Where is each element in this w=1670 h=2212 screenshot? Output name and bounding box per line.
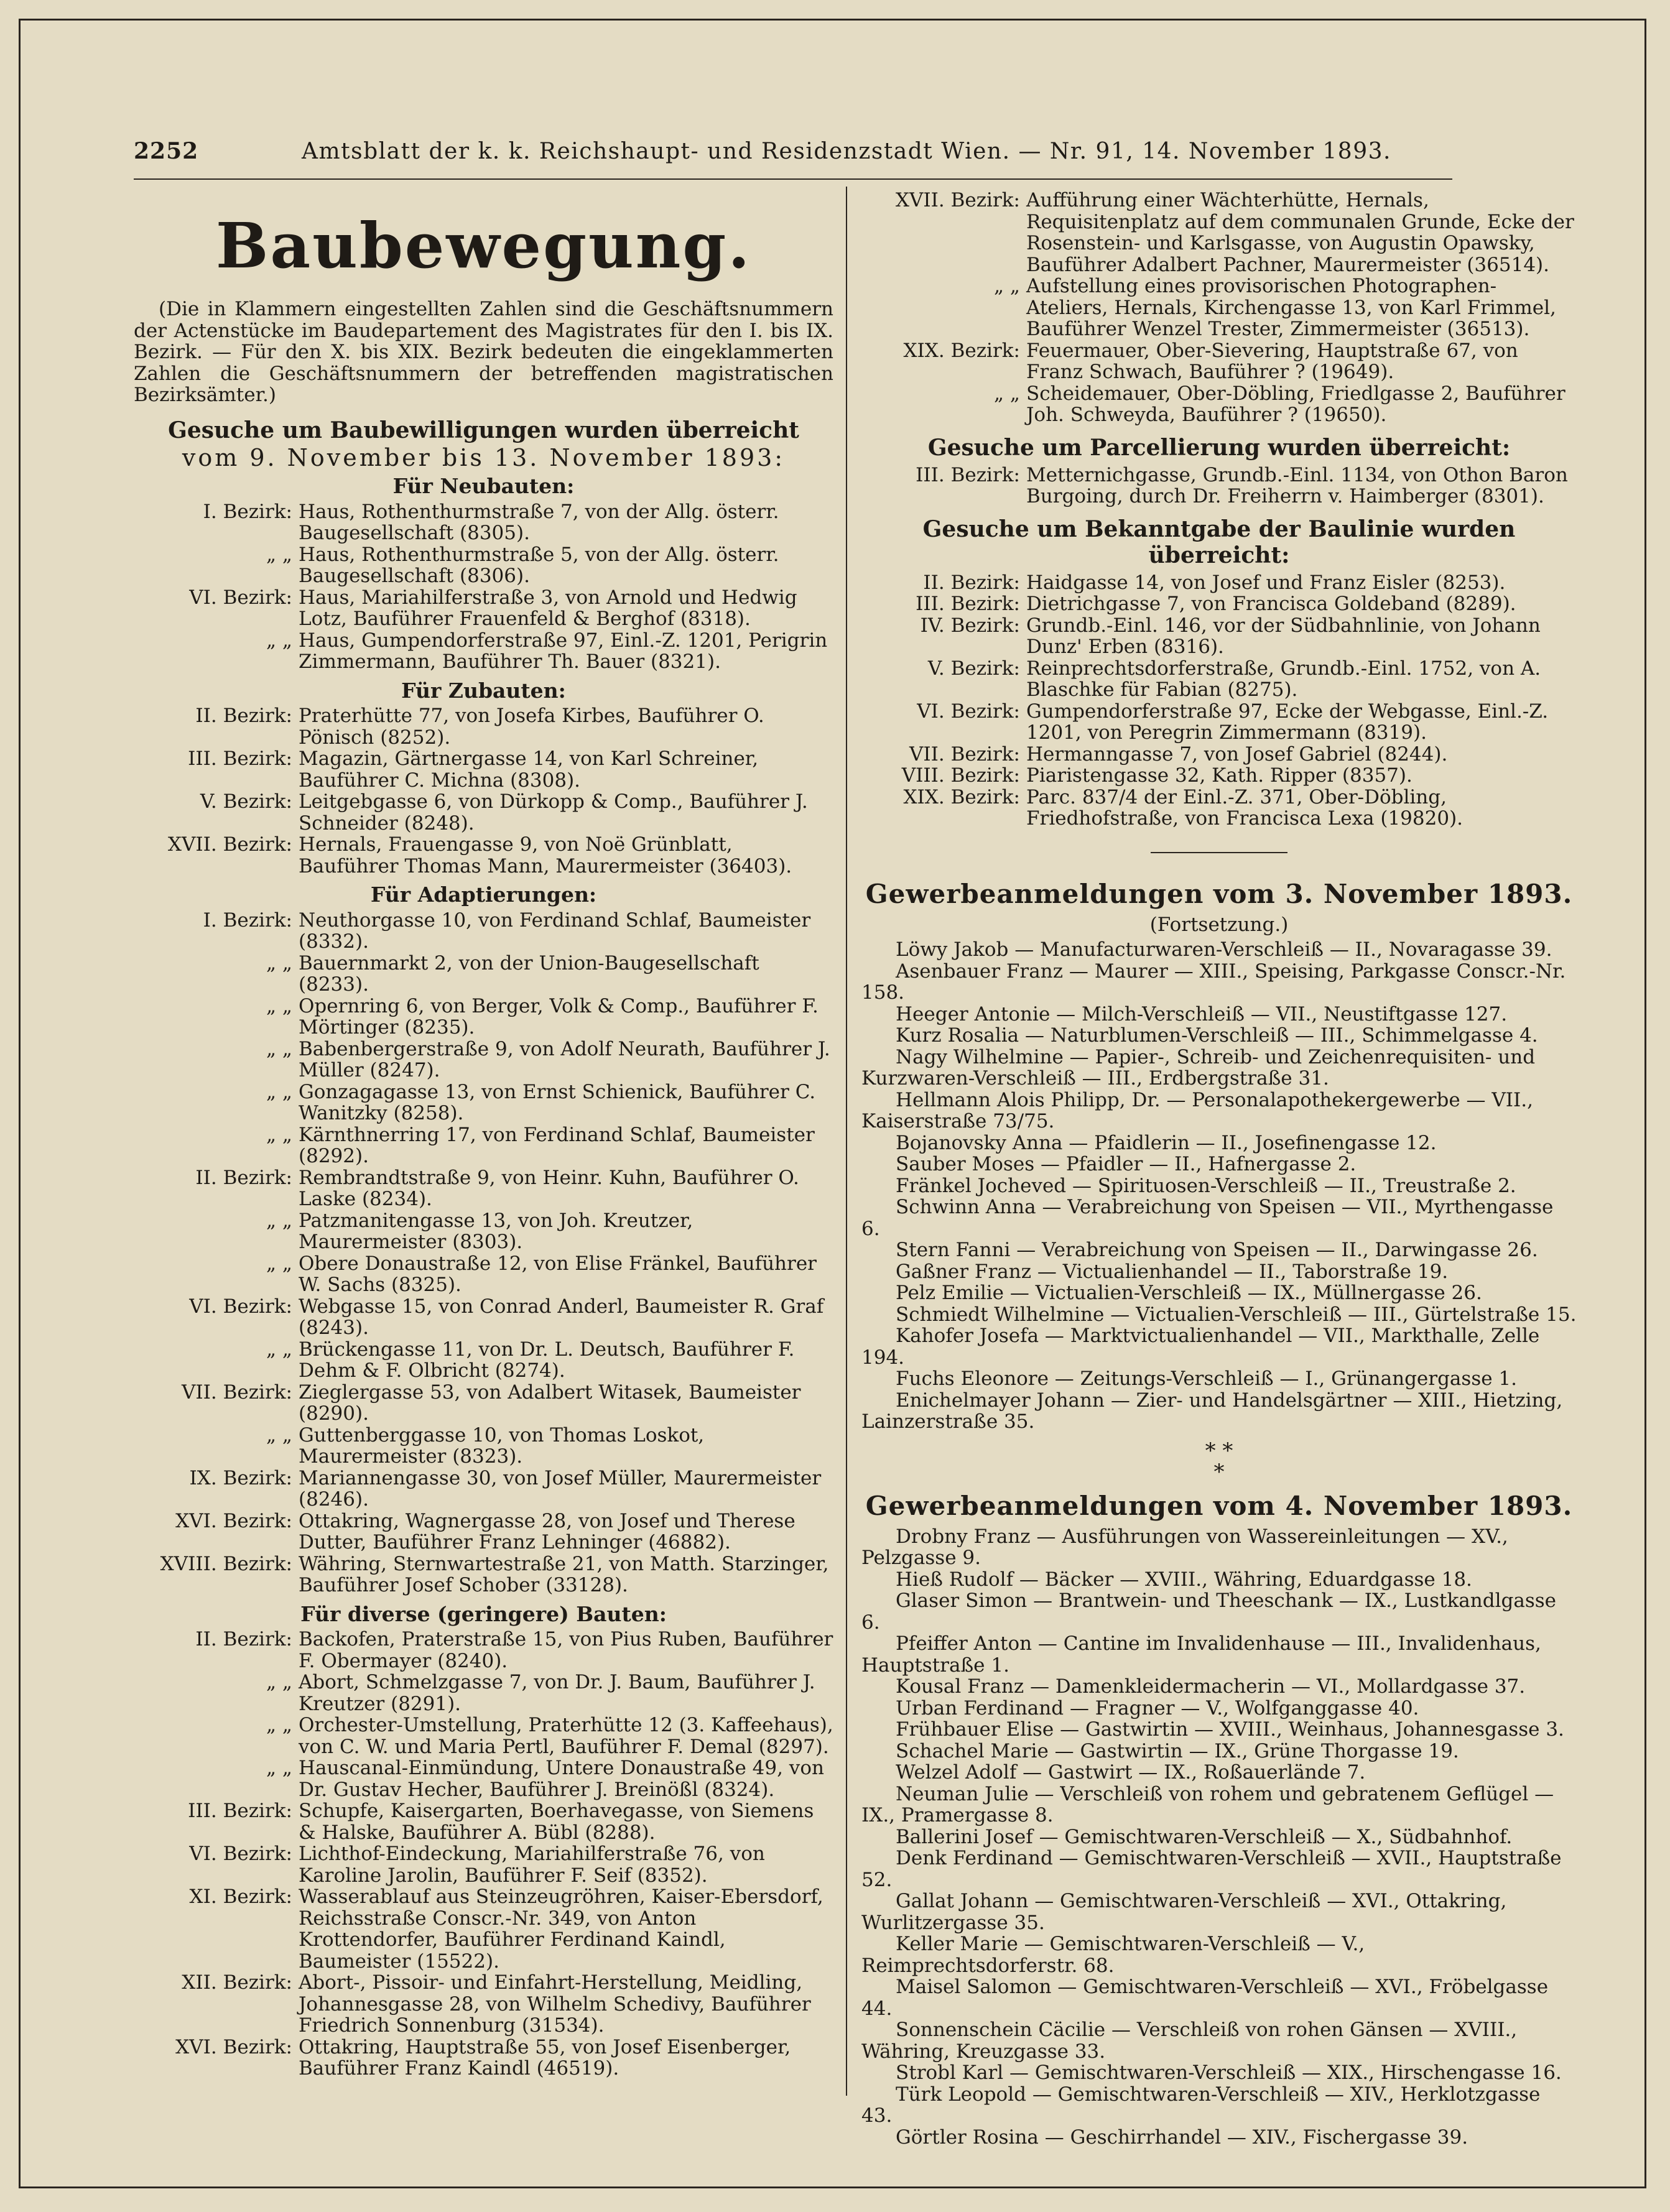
district-entry bbox=[861, 340, 1577, 383]
district-entry bbox=[134, 1972, 833, 2037]
district-label: XIX. Bezirk: bbox=[903, 785, 1020, 808]
district-label: IV. Bezirk: bbox=[920, 614, 1020, 637]
district-entry bbox=[134, 1382, 833, 1425]
district-entry bbox=[861, 572, 1577, 594]
district-label: „ „ bbox=[266, 1037, 292, 1060]
column-divider bbox=[846, 187, 847, 2096]
intro-note: (Die in Klammern eingestellten Zahlen sind die Geschäftsnummern der Actenstücke im Baudepartement des Magistrates für den I. bis IX. Bezirk. — Für den X. bis XIX. Bezirk bedeuten die eingeklammerten Zahlen die Geschäftsnummern der betreffenden magistratischen Bezirksämter.) bbox=[134, 298, 833, 406]
district-label: „ „ bbox=[266, 1080, 292, 1103]
entry-text: Webgasse 15, von Conrad Anderl, Baumeister R. Graf (8243). bbox=[299, 1295, 824, 1339]
district-label: „ „ bbox=[266, 1671, 292, 1693]
left-column bbox=[134, 190, 833, 2080]
gewerbe-nov4-list bbox=[861, 1526, 1577, 2149]
entry-text: Lichthof-Eindeckung, Mariahilferstraße 76, von Karoline Jarolin, Bauführer F. Seif (8352). bbox=[299, 1843, 765, 1887]
entry-text: Neuthorgasse 10, von Ferdinand Schlaf, Baumeister (8332). bbox=[299, 909, 811, 953]
running-title: Amtsblatt der k. k. Reichshaupt- und Residenzstadt Wien. — Nr. 91, 14. November 1893. bbox=[302, 139, 1391, 164]
district-entry bbox=[861, 465, 1577, 507]
district-entry bbox=[134, 1672, 833, 1715]
trade-registration: Kousal Franz — Damenkleidermacherin — VI., Mollardgasse 37. bbox=[896, 1675, 1526, 1698]
district-label: III. Bezirk: bbox=[188, 747, 292, 770]
district-entry bbox=[134, 1167, 833, 1210]
district-label: „ „ bbox=[266, 1252, 292, 1275]
district-label: „ „ bbox=[266, 1209, 292, 1232]
district-label: I. Bezirk: bbox=[203, 909, 292, 932]
entry-text: Opernring 6, von Berger, Volk & Comp., Bauführer F. Mörtinger (8235). bbox=[299, 994, 819, 1039]
trade-registration: Maisel Salomon — Gemischtwaren-Verschleiß — XVI., Fröbelgasse 44. bbox=[861, 1976, 1549, 2020]
district-entry bbox=[861, 593, 1577, 615]
page-header bbox=[134, 138, 1452, 175]
trade-registration: Ballerini Josef — Gemischtwaren-Verschleiß — X., Südbahnhof. bbox=[896, 1825, 1513, 1848]
entry-text: Gonzagagasse 13, von Ernst Schienick, Bauführer C. Wanitzky (8258). bbox=[299, 1080, 816, 1124]
district-label: VI. Bezirk: bbox=[189, 1295, 292, 1318]
trade-registration: Kurz Rosalia — Naturblumen-Verschleiß — III., Schimmelgasse 4. bbox=[896, 1024, 1538, 1047]
entry-text: Zieglergasse 53, von Adalbert Witasek, Baumeister (8290). bbox=[299, 1381, 801, 1425]
district-entry bbox=[134, 791, 833, 834]
district-entry bbox=[861, 701, 1577, 744]
district-entry bbox=[134, 1757, 833, 1800]
district-label: VI. Bezirk: bbox=[189, 586, 292, 609]
trade-registration: Glaser Simon — Brantwein- und Theeschank — IX., Lustkandlgasse 6. bbox=[861, 1590, 1556, 1634]
trade-registration: Türk Leopold — Gemischtwaren-Verschleiß — XIV., Herklotzgasse 43. bbox=[861, 2083, 1541, 2127]
trade-registration: Kahofer Josefa — Marktvictualienhandel — VII., Markthalle, Zelle 194. bbox=[861, 1325, 1540, 1369]
district-label: I. Bezirk: bbox=[203, 500, 292, 523]
trade-registration: Pfeiffer Anton — Cantine im Invalidenhause — III., Invalidenhaus, Hauptstraße 1. bbox=[861, 1632, 1541, 1677]
district-entry bbox=[134, 1715, 833, 1757]
district-entry bbox=[134, 2037, 833, 2080]
trade-registration: Drobny Franz — Ausführungen von Wassereinleitungen — XV., Pelzgasse 9. bbox=[861, 1525, 1508, 1569]
district-label: „ „ bbox=[994, 382, 1020, 405]
district-label: „ „ bbox=[266, 1714, 292, 1736]
district-label: „ „ bbox=[266, 543, 292, 566]
district-entry bbox=[134, 953, 833, 996]
gewerbe-nov3-heading: Gewerbeanmeldungen vom 3. November 1893. bbox=[865, 878, 1573, 909]
district-label: VI. Bezirk: bbox=[917, 700, 1020, 723]
district-label: XIX. Bezirk: bbox=[903, 339, 1020, 362]
trade-registration: Keller Marie — Gemischtwaren-Verschleiß — V., Reimprechtsdorferstr. 68. bbox=[861, 1933, 1365, 1977]
building-groups bbox=[134, 476, 833, 2080]
date-range: vom 9. November bis 13. November 1893: bbox=[182, 443, 786, 471]
entry-text: Praterhütte 77, von Josefa Kirbes, Bauführer O. Pönisch (8252). bbox=[299, 705, 764, 749]
entry-text: Orchester-Umstellung, Praterhütte 12 (3. Kaffeehaus), von C. W. und Maria Pertl, Bauführer F. Demal (8297). bbox=[299, 1714, 833, 1758]
trade-registration: Schmiedt Wilhelmine — Victualien-Verschleiß — III., Gürtelstraße 15. bbox=[896, 1303, 1577, 1326]
district-entry bbox=[134, 1511, 833, 1553]
entry-text: Haus, Gumpendorferstraße 97, Einl.-Z. 1201, Perigrin Zimmermann, Bauführer Th. Bauer (8321). bbox=[299, 629, 828, 673]
group-heading: Für diverse (geringere) Bauten: bbox=[300, 1601, 667, 1626]
district-entry bbox=[134, 1210, 833, 1253]
entry-text: Bauernmarkt 2, von der Union-Baugesellschaft (8233). bbox=[299, 951, 759, 996]
trade-registration: Heeger Antonie — Milch-Verschleiß — VII., Neustiftgasse 127. bbox=[896, 1002, 1508, 1025]
district-entry bbox=[134, 1629, 833, 1672]
trade-registration: Schwinn Anna — Verabreichung von Speisen — VII., Myrthengasse 6. bbox=[861, 1196, 1554, 1240]
district-label: II. Bezirk: bbox=[195, 705, 292, 727]
district-entry bbox=[861, 787, 1577, 830]
parcellierung-list bbox=[861, 465, 1577, 507]
trade-registration: Stern Fanni — Verabreichung von Speisen — II., Darwingasse 26. bbox=[896, 1239, 1538, 1261]
entry-text: Wasserablauf aus Steinzeugröhren, Kaiser-Ebersdorf, Reichsstraße Conscr.-Nr. 349, von Anton Krottendorfer, Bauführer Ferdinand Kaindl, Baumeister (15522). bbox=[299, 1886, 823, 1973]
trade-registration: Sonnenschein Cäcilie — Verschleiß von rohen Gänsen — XVIII., Währing, Kreuzgasse 33. bbox=[861, 2019, 1518, 2063]
entry-text: Währing, Sternwartestraße 21, von Matth. Starzinger, Bauführer Josef Schober (33128). bbox=[299, 1552, 829, 1596]
trade-registration: Pelz Emilie — Victualien-Verschleiß — IX., Müllnergasse 26. bbox=[896, 1282, 1482, 1304]
parcellierung-heading: Gesuche um Parcellierung wurden überreicht: bbox=[927, 434, 1511, 461]
district-entry bbox=[134, 544, 833, 587]
district-label: XVII. Bezirk: bbox=[167, 833, 292, 856]
header-rule bbox=[134, 178, 1452, 180]
entry-text: Ottakring, Wagnergasse 28, von Josef und Therese Dutter, Bauführer Franz Lehninger (46882). bbox=[299, 1509, 796, 1553]
trade-registration: Gallat Johann — Gemischtwaren-Verschleiß — XVI., Ottakring, Wurlitzergasse 35. bbox=[861, 1890, 1507, 1934]
entry-text: Grundb.-Einl. 146, vor der Südbahnlinie, von Johann Dunz' Erben (8316). bbox=[1026, 614, 1541, 658]
entry-text: Kärnthnerring 17, von Ferdinand Schlaf, Baumeister (8292). bbox=[299, 1123, 815, 1167]
district-label: XII. Bezirk: bbox=[182, 1971, 292, 1994]
entry-text: Gumpendorferstraße 97, Ecke der Webgasse, Einl.-Z. 1201, von Peregrin Zimmermann (8319). bbox=[1026, 700, 1549, 744]
entry-text: Abort, Schmelzgasse 7, von Dr. J. Baum, Bauführer J. Kreutzer (8291). bbox=[299, 1671, 815, 1715]
trade-registration: Fuchs Eleonore — Zeitungs-Verschleiß — I., Grünangergasse 1. bbox=[896, 1367, 1518, 1390]
section-rule bbox=[1151, 852, 1287, 853]
group-heading: Für Adaptierungen: bbox=[370, 882, 597, 907]
gewerbe-nov3-list bbox=[861, 939, 1577, 1433]
entry-text: Schupfe, Kaisergarten, Boerhavegasse, von Siemens & Halske, Bauführer A. Bübl (8288). bbox=[299, 1800, 814, 1844]
district-label: „ „ bbox=[266, 994, 292, 1017]
district-entry bbox=[134, 501, 833, 544]
trade-registration: Bojanovsky Anna — Pfaidlerin — II., Josefinengasse 12. bbox=[896, 1131, 1437, 1154]
page-number: 2252 bbox=[134, 138, 199, 164]
district-label: „ „ bbox=[266, 1338, 292, 1361]
district-label: VIII. Bezirk: bbox=[901, 764, 1020, 787]
district-label: V. Bezirk: bbox=[200, 790, 292, 813]
entry-text: Abort-, Pissoir- und Einfahrt-Herstellung, Meidling, Johannesgasse 28, von Wilhelm Schedivy, Bauführer Friedrich Sonnenburg (31534). bbox=[299, 1971, 811, 2037]
entry-text: Haus, Mariahilferstraße 3, von Arnold und Hedwig Lotz, Bauführer Frauenfeld & Berghof (8318). bbox=[299, 586, 797, 630]
baulinie-heading: Gesuche um Bekanntgabe der Baulinie wurden überreicht: bbox=[922, 516, 1516, 568]
entry-text: Parc. 837/4 der Einl.-Z. 371, Ober-Döbling, Friedhofstraße, von Francisca Lexa (19820). bbox=[1026, 785, 1464, 830]
district-label: „ „ bbox=[266, 1423, 292, 1446]
district-label: II. Bezirk: bbox=[195, 1166, 292, 1189]
district-entry bbox=[134, 748, 833, 791]
entry-text: Haus, Rothenthurmstraße 5, von der Allg. österr. Baugesellschaft (8306). bbox=[299, 543, 779, 587]
entry-text: Babenbergerstraße 9, von Adolf Neurath, Bauführer J. Müller (8247). bbox=[299, 1037, 830, 1081]
district-entry bbox=[134, 1039, 833, 1081]
asterism bbox=[861, 1440, 1577, 1483]
entry-text: Aufführung einer Wächterhütte, Hernals, Requisitenplatz auf dem communalen Grunde, Ecke der Rosenstein- und Karlsgasse, von Augustin Opawsky, Bauführer Adalbert Pachner, Maurermeister (36514). bbox=[1026, 189, 1574, 276]
asterism-text: * * * bbox=[1205, 1438, 1233, 1484]
trade-registration: Hieß Rudolf — Bäcker — XVIII., Währing, Eduardgasse 18. bbox=[896, 1568, 1472, 1591]
district-label: III. Bezirk: bbox=[188, 1800, 292, 1822]
district-label: „ „ bbox=[266, 629, 292, 652]
trade-registration: Denk Ferdinand — Gemischtwaren-Verschleiß — XVII., Hauptstraße 52. bbox=[861, 1847, 1562, 1891]
trade-registration: Strobl Karl — Gemischtwaren-Verschleiß — XIX., Hirschengasse 16. bbox=[896, 2062, 1562, 2084]
district-entry bbox=[861, 383, 1577, 426]
group-heading: Für Neubauten: bbox=[392, 474, 575, 498]
entry-text: Haus, Rothenthurmstraße 7, von der Allg. österr. Baugesellschaft (8305). bbox=[299, 500, 779, 544]
entry-text: Hernals, Frauengasse 9, von Noë Grünblatt, Bauführer Thomas Mann, Maurermeister (36403). bbox=[299, 833, 792, 877]
trade-registration: Urban Ferdinand — Fragner — V., Wolfganggasse 40. bbox=[896, 1696, 1419, 1719]
trade-registration: Löwy Jakob — Manufacturwaren-Verschleiß — II., Novaragasse 39. bbox=[896, 938, 1552, 961]
entry-text: Hermanngasse 7, von Josef Gabriel (8244). bbox=[1026, 743, 1448, 766]
district-label: VII. Bezirk: bbox=[181, 1381, 292, 1404]
district-label: VII. Bezirk: bbox=[909, 743, 1020, 766]
entry-text: Obere Donaustraße 12, von Elise Fränkel, Bauführer W. Sachs (8325). bbox=[299, 1252, 817, 1296]
district-label: „ „ bbox=[266, 951, 292, 974]
trade-registration: Frühbauer Elise — Gastwirtin — XVIII., Weinhaus, Johannesgasse 3. bbox=[896, 1718, 1564, 1741]
trade-registration: Neuman Julie — Verschleiß von rohem und gebratenem Geflügel — IX., Pramergasse 8. bbox=[861, 1782, 1554, 1826]
district-label: II. Bezirk: bbox=[923, 571, 1020, 594]
entry-text: Dietrichgasse 7, von Francisca Goldeband (8289). bbox=[1026, 593, 1516, 615]
district-entry bbox=[134, 1843, 833, 1886]
trade-registration: Görtler Rosina — Geschirrhandel — XIV., Fischergasse 39. bbox=[896, 2126, 1468, 2149]
district-entry bbox=[861, 744, 1577, 766]
district-entry bbox=[134, 910, 833, 953]
district-label: XVII. Bezirk: bbox=[895, 189, 1020, 211]
trade-registration: Sauber Moses — Pfaidler — II., Hafnergasse 2. bbox=[896, 1153, 1357, 1175]
district-entry bbox=[861, 190, 1577, 275]
trade-registration: Asenbauer Franz — Maurer — XIII., Speising, Parkgasse Conscr.-Nr. 158. bbox=[861, 960, 1566, 1004]
district-entry bbox=[134, 630, 833, 673]
entry-text: Aufstellung eines provisorischen Photographen-Ateliers, Hernals, Kirchengasse 13, von Karl Frimmel, Bauführer Wenzel Trester, Zimmermeister (36513). bbox=[1026, 275, 1556, 340]
district-label: III. Bezirk: bbox=[916, 463, 1020, 486]
district-label: XVIII. Bezirk: bbox=[160, 1552, 292, 1575]
district-entry bbox=[134, 1553, 833, 1596]
district-label: IX. Bezirk: bbox=[189, 1466, 292, 1489]
group-heading: Für Zubauten: bbox=[401, 678, 566, 703]
district-entry bbox=[134, 834, 833, 877]
district-entry bbox=[134, 1253, 833, 1296]
district-label: „ „ bbox=[266, 1757, 292, 1779]
entry-text: Backofen, Praterstraße 15, von Pius Ruben, Bauführer F. Obermayer (8240). bbox=[299, 1628, 833, 1672]
entry-text: Mariannengasse 30, von Josef Müller, Maurermeister (8246). bbox=[299, 1466, 822, 1511]
section-title: Baubewegung. bbox=[215, 209, 752, 282]
district-entry bbox=[861, 765, 1577, 787]
district-label: V. Bezirk: bbox=[927, 657, 1020, 680]
entry-text: Ottakring, Hauptstraße 55, von Josef Eisenberger, Bauführer Franz Kaindl (46519). bbox=[299, 2035, 791, 2080]
entry-text: Feuermauer, Ober-Sievering, Hauptstraße 67, von Franz Schwach, Bauführer ? (19649). bbox=[1026, 339, 1518, 383]
trade-registration: Enichelmayer Johann — Zier- und Handelsgärtner — XIII., Hietzing, Lainzerstraße 35. bbox=[861, 1389, 1563, 1433]
district-entry bbox=[134, 1081, 833, 1124]
entry-text: Piaristengasse 32, Kath. Ripper (8357). bbox=[1026, 764, 1413, 787]
entry-text: Reinprechtsdorferstraße, Grundb.-Einl. 1752, von A. Blaschke für Fabian (8275). bbox=[1026, 657, 1541, 701]
district-entry bbox=[134, 1886, 833, 1972]
continuation-note: (Fortsetzung.) bbox=[1149, 913, 1289, 936]
district-label: „ „ bbox=[266, 1123, 292, 1146]
trade-registration: Welzel Adolf — Gastwirt — IX., Roßauerlände 7. bbox=[896, 1761, 1366, 1784]
district-entry bbox=[134, 1468, 833, 1511]
gewerbe-nov4-heading: Gewerbeanmeldungen vom 4. November 1893. bbox=[865, 1490, 1573, 1521]
district-label: XVI. Bezirk: bbox=[175, 2035, 292, 2058]
trade-registration: Hellmann Alois Philipp, Dr. — Personalapothekergewerbe — VII., Kaiserstraße 73/75. bbox=[861, 1088, 1533, 1132]
baulinie-list bbox=[861, 572, 1577, 830]
district-entry bbox=[861, 658, 1577, 701]
district-entry bbox=[861, 615, 1577, 658]
district-entry bbox=[134, 1800, 833, 1843]
entry-text: Guttenberggasse 10, von Thomas Loskot, Maurermeister (8323). bbox=[299, 1423, 705, 1468]
district-entry bbox=[134, 1124, 833, 1167]
district-entry bbox=[134, 996, 833, 1039]
district-entry bbox=[134, 1296, 833, 1339]
baubewilligungen-heading: Gesuche um Baubewilligungen wurden überreicht bbox=[168, 417, 799, 443]
trade-registration: Fränkel Jocheved — Spirituosen-Verschleiß — II., Treustraße 2. bbox=[896, 1174, 1516, 1197]
entry-text: Leitgebgasse 6, von Dürkopp & Comp., Bauführer J. Schneider (8248). bbox=[299, 790, 808, 835]
entry-text: Magazin, Gärtnergasse 14, von Karl Schreiner, Bauführer C. Michna (8308). bbox=[299, 747, 759, 792]
trade-registration: Schachel Marie — Gastwirtin — IX., Grüne Thorgasse 19. bbox=[896, 1739, 1459, 1762]
district-label: „ „ bbox=[994, 275, 1020, 297]
district-label: XVI. Bezirk: bbox=[175, 1509, 292, 1532]
entry-text: Haidgasse 14, von Josef und Franz Eisler (8253). bbox=[1026, 571, 1506, 594]
district-label: VI. Bezirk: bbox=[189, 1843, 292, 1865]
trade-registration: Nagy Wilhelmine — Papier-, Schreib- und Zeichenrequisiten- und Kurzwaren-Verschleiß — III., Erdbergstraße 31. bbox=[861, 1045, 1536, 1090]
trade-registration: Gaßner Franz — Victualienhandel — II., Taborstraße 19. bbox=[896, 1260, 1449, 1283]
right-column bbox=[861, 190, 1577, 2148]
district-entry bbox=[134, 1425, 833, 1468]
entry-text: Rembrandtstraße 9, von Heinr. Kuhn, Bauführer O. Laske (8234). bbox=[299, 1166, 799, 1210]
district-entry bbox=[134, 705, 833, 748]
top-entry-list bbox=[861, 190, 1577, 426]
entry-text: Hauscanal-Einmündung, Untere Donaustraße 49, von Dr. Gustav Hecher, Bauführer J. Breinößl (8324). bbox=[299, 1757, 824, 1801]
entry-text: Patzmanitengasse 13, von Joh. Kreutzer, Maurermeister (8303). bbox=[299, 1209, 694, 1253]
district-label: II. Bezirk: bbox=[195, 1628, 292, 1650]
entry-text: Brückengasse 11, von Dr. L. Deutsch, Bauführer F. Dehm & F. Olbricht (8274). bbox=[299, 1338, 795, 1382]
district-label: III. Bezirk: bbox=[916, 593, 1020, 615]
district-entry bbox=[861, 275, 1577, 340]
entry-text: Scheidemauer, Ober-Döbling, Friedlgasse 2, Bauführer Joh. Schweyda, Bauführer ? (19650). bbox=[1026, 382, 1566, 426]
district-entry bbox=[134, 587, 833, 630]
district-label: XI. Bezirk: bbox=[189, 1886, 292, 1908]
entry-text: Metternichgasse, Grundb.-Einl. 1134, von Othon Baron Burgoing, durch Dr. Freiherrn v. Haimberger (8301). bbox=[1026, 463, 1568, 507]
district-entry bbox=[134, 1339, 833, 1382]
